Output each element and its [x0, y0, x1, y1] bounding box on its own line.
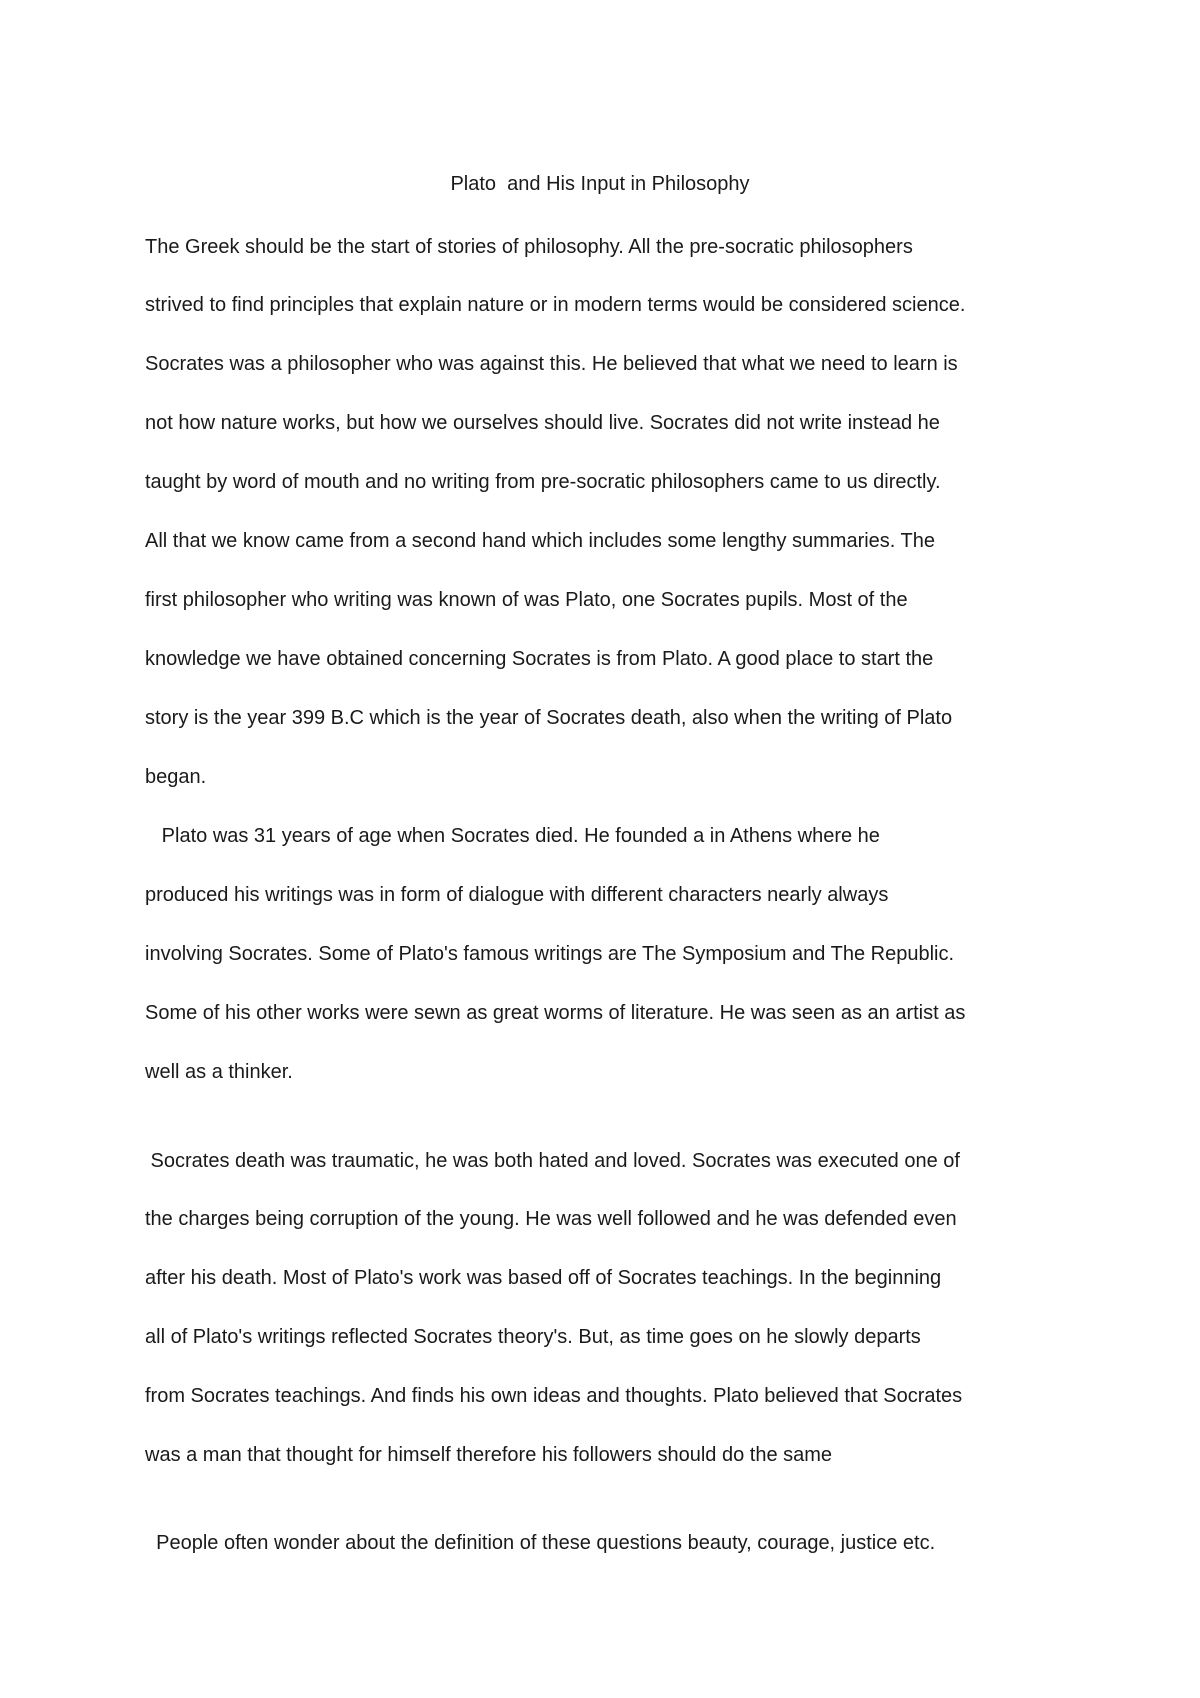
- body-line-10: began.: [145, 766, 207, 788]
- body-line-1: The Greek should be the start of stories of philosophy. All the pre-socratic philosophers: [145, 236, 913, 258]
- body-line-3: Socrates was a philosopher who was against this. He believed that what we need to learn is: [145, 353, 958, 375]
- body-line-11: Plato was 31 years of age when Socrates died. He founded a in Athens where he: [145, 825, 880, 847]
- body-line-15: well as a thinker.: [145, 1061, 293, 1083]
- body-line-18: after his death. Most of Plato's work was based off of Socrates teachings. In the beginning: [145, 1267, 942, 1289]
- body-line-9: story is the year 399 B.C which is the year of Socrates death, also when the writing of Plato: [145, 707, 953, 729]
- body-line-20: from Socrates teachings. And finds his own ideas and thoughts. Plato believed that Socrates: [145, 1385, 963, 1407]
- document-title: Plato and His Input in Philosophy: [450, 173, 750, 195]
- body-line-4: not how nature works, but how we ourselves should live. Socrates did not write instead he: [145, 412, 940, 434]
- body-line-19: all of Plato's writings reflected Socrates theory's. But, as time goes on he slowly departs: [145, 1326, 921, 1348]
- body-line-7: first philosopher who writing was known of was Plato, one Socrates pupils. Most of the: [145, 589, 908, 611]
- body-line-2: strived to find principles that explain nature or in modern terms would be considered science.: [145, 294, 966, 316]
- body-line-22: People often wonder about the definition of these questions beauty, courage, justice etc.: [145, 1532, 936, 1554]
- body-line-5: taught by word of mouth and no writing from pre-socratic philosophers came to us directly.: [145, 471, 941, 493]
- body-line-8: knowledge we have obtained concerning Socrates is from Plato. A good place to start the: [145, 648, 934, 670]
- body-line-17: the charges being corruption of the young. He was well followed and he was defended even: [145, 1208, 957, 1230]
- body-line-13: involving Socrates. Some of Plato's famous writings are The Symposium and The Republic.: [145, 943, 955, 965]
- body-line-14: Some of his other works were sewn as great worms of literature. He was seen as an artist as: [145, 1002, 966, 1024]
- body-line-6: All that we know came from a second hand which includes some lengthy summaries. The: [145, 530, 936, 552]
- body-line-16: Socrates death was traumatic, he was both hated and loved. Socrates was executed one of: [145, 1150, 960, 1172]
- body-line-12: produced his writings was in form of dialogue with different characters nearly always: [145, 884, 889, 906]
- body-line-21: was a man that thought for himself therefore his followers should do the same: [145, 1444, 833, 1466]
